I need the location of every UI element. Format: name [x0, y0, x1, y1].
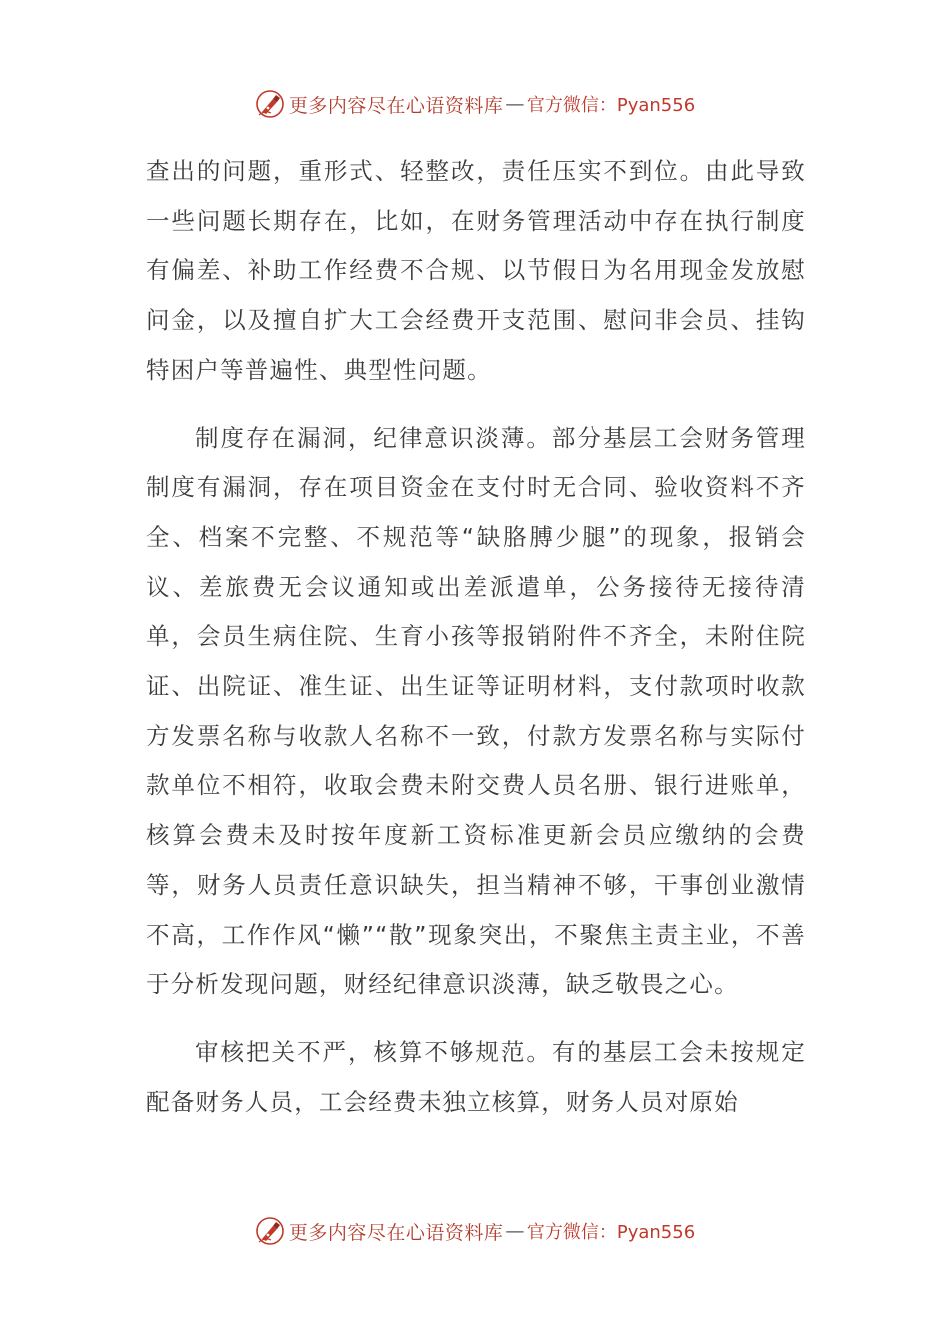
paragraph-3: 审核把关不严，核算不够规范。有的基层工会未按规定配备财务人员，工会经费未独立核算，财务人员对原始: [146, 1037, 806, 1116]
paragraph-1: 查出的问题，重形式、轻整改，责任压实不到位。由此导致一些问题长期存在，比如，在财务管理活动中存在执行制度有偏差、补助工作经费不合规、以节假日为名用现金发放慰问金，以及擅自扩大工会经费开支范围、慰问非会员、挂钩特困户等普遍性、典型性问题。: [146, 157, 806, 384]
header-banner: [0, 84, 950, 124]
banner-dash: —: [505, 1220, 525, 1242]
banner-wechat: 官方微信：Pyan556: [526, 95, 696, 116]
pen-nib-logo-icon: [255, 89, 285, 119]
document-body: [146, 147, 806, 1127]
banner-title: 更多内容尽在心语资料库: [288, 1221, 504, 1244]
banner-title: 更多内容尽在心语资料库: [288, 94, 504, 117]
paragraph-2: 制度存在漏洞，纪律意识淡薄。部分基层工会财务管理制度有漏洞，存在项目资金在支付时无合同、验收资料不齐全、档案不完整、不规范等“缺胳膊少腿”的现象，报销会议、差旅费无会议通知或出差派遣单，公务接待无接待清单，会员生病住院、生育小孩等报销附件不齐全，未附住院证、出院证、准生证、出生证等证明材料，支付款项时收款方发票名称与收款人名称不一致，付款方发票名称与实际付款单位不相符，收取会费未附交费人员名册、银行进账单，核算会费未及时按年度新工资标准更新会员应缴纳的会费等，财务人员责任意识缺失，担当精神不够，干事创业激情不高，工作作风“懒”“散”现象突出，不聚焦主责主业，不善于分析发现问题，财经纪律意识淡薄，缺乏敬畏之心。: [146, 423, 806, 999]
footer-banner: [0, 1211, 950, 1251]
banner-dash: —: [505, 93, 525, 115]
pen-nib-logo-icon: [255, 1216, 285, 1246]
banner-wechat: 官方微信：Pyan556: [526, 1222, 696, 1243]
